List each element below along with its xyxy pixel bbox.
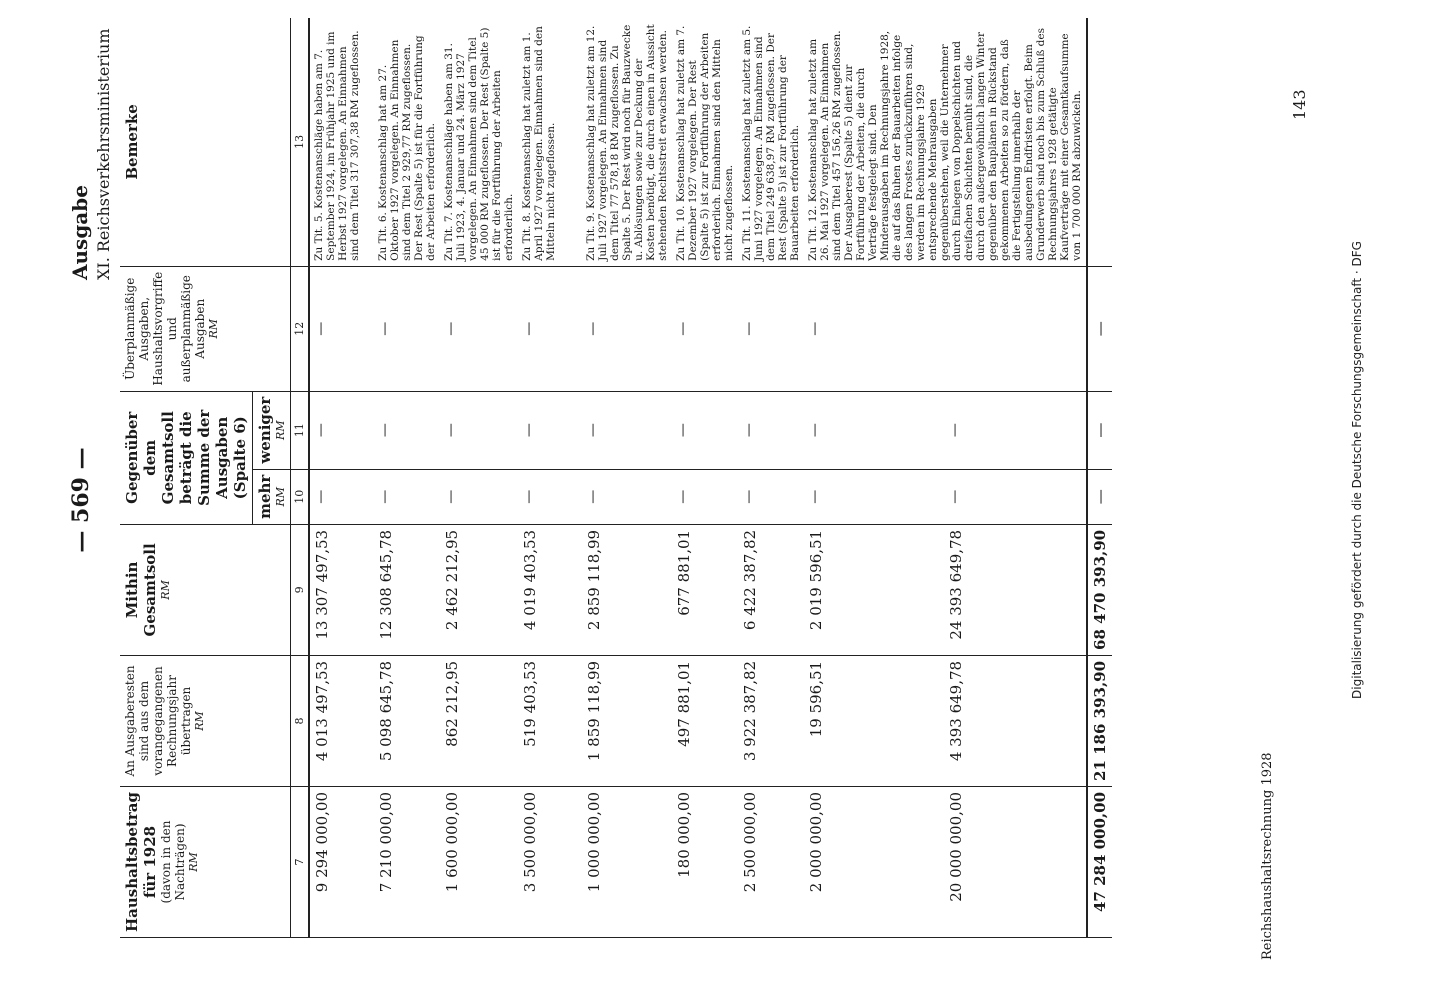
cell-budget: 7 210 000,00: [374, 786, 440, 937]
cell-less: —: [374, 391, 440, 469]
cell-less: —: [944, 391, 1087, 469]
col9-header: Mithin Gesamtsoll RM: [120, 524, 291, 655]
cell-remark: Zu Tit. 11. Kostenanschlag hat zuletzt am 5. Juni 1927 vorgelegen. An Einnahmen sind dem Titel 249 638,97 RM zugeflossen. Der Rest (Spalte 5) ist zur Fortführung der Bauarbeiten erforderlich.: [738, 18, 804, 266]
col-num: 10: [291, 469, 310, 524]
cell-overplan: —: [440, 266, 518, 391]
cell-less: —: [582, 391, 672, 469]
page-number: — 569 —: [68, 447, 94, 553]
table-row: [738, 18, 804, 938]
cell-overplan: [944, 266, 1087, 391]
ministry-title: XI. Reichsverkehrsministerium: [94, 28, 113, 280]
cell-budget: 1 600 000,00: [440, 786, 518, 937]
cell-overplan: —: [804, 266, 944, 391]
col-num: 9: [291, 524, 310, 655]
cell-carryover: 497 881,01: [672, 655, 738, 786]
cell-overplan: —: [672, 266, 738, 391]
cell-budget: 180 000,00: [672, 786, 738, 937]
cell-more: —: [582, 469, 672, 524]
source-footer: Reichshaushaltsrechnung 1928: [1260, 752, 1275, 960]
cell-less: —: [309, 391, 374, 469]
total-row: [1087, 18, 1112, 938]
table-row: [518, 18, 582, 938]
cell-more: —: [518, 469, 582, 524]
total-overplan: —: [1087, 266, 1112, 391]
cell-carryover: 19 596,51: [804, 655, 944, 786]
total-remark: [1087, 18, 1112, 266]
cell-carryover: 4 393 649,78: [944, 655, 1087, 786]
cell-less: —: [738, 391, 804, 469]
cell-less: —: [804, 391, 944, 469]
header-row: [120, 18, 253, 938]
col7-header: Haushaltsbetrag für 1928 (davon in den Nachträgen) RM: [120, 786, 291, 937]
cell-remark: Zu Tit. 6. Kostenanschlag hat am 27. Oktober 1927 vorgelegen. An Einnahmen sind dem Titel 2 929,77 RM zugeflossen. Der Rest (Spalte 5) ist für die Fortführung der Arbeiten erforderlich.: [374, 18, 440, 266]
cell-overplan: —: [738, 266, 804, 391]
table-row: [440, 18, 518, 938]
col-num: 13: [291, 18, 310, 266]
cell-more: —: [944, 469, 1087, 524]
total-less: —: [1087, 391, 1112, 469]
cell-remark: Zu Tit. 9. Kostenanschlag hat zuletzt am 12. Juli 1927 vorgelegen. An Einnahmen sind dem Titel 77 578,18 RM zugeflossen. Zu Spalte 5. Der Rest wird noch für Bauzwecke u. Ablösungen sowie zur Deckung der Kosten benötigt, die durch einen in Aussicht stehenden Rechtsstreit erwachsen werden.: [582, 18, 672, 266]
column-number-row: [291, 18, 310, 938]
cell-remark: Zu Tit. 5. Kostenanschläge haben am 7. September 1924, im Frühjahr 1925 und im Herbst 1927 vorgelegen. An Einnahmen sind dem Titel 317 307,38 RM zugeflossen.: [309, 18, 374, 266]
cell-budget: 3 500 000,00: [518, 786, 582, 937]
col10-header: mehr RM: [253, 469, 291, 524]
total-target: 68 470 393,90: [1087, 524, 1112, 655]
col12-header: Überplanmäßige Ausgaben, Haushaltsvorgriffe und außerplanmäßige Ausgaben RM: [120, 266, 291, 391]
col-num: 11: [291, 391, 310, 469]
cell-total-target: 13 307 497,53: [309, 524, 374, 655]
rotated-page: [50, 0, 1390, 1000]
cell-total-target: 677 881,01: [672, 524, 738, 655]
cell-total-target: 12 308 645,78: [374, 524, 440, 655]
col-num: 12: [291, 266, 310, 391]
total-carryover: 21 186 393,90: [1087, 655, 1112, 786]
cell-carryover: 5 098 645,78: [374, 655, 440, 786]
table-row: [582, 18, 672, 938]
print-page-number: 143: [1290, 89, 1309, 120]
cell-carryover: 862 212,95: [440, 655, 518, 786]
cell-budget: 2 500 000,00: [738, 786, 804, 937]
cell-overplan: —: [582, 266, 672, 391]
cell-less: —: [440, 391, 518, 469]
col-num: 8: [291, 655, 310, 786]
cell-remark: Zu Tit. 12. Kostenanschlag hat zuletzt am 26. Mai 1927 vorgelegen. An Einnahmen sind dem Titel 457 156,26 RM zugeflossen. Der Ausgaberest (Spalte 5) dient zur Fortführung der Arbeiten, die durch Verträge festgelegt sind. Den Minderausgaben im Rechnungsjahre 1928, die auf das Ruhen der Bauarbeiten infolge des langen Frostes zurückzuführen sind, werden im Rechnungsjahre 1929 entsprechende Mehrausgaben gegenüberstehen, weil die Unternehmer durch Einlegen von Doppelschichten und dreifachen Schichten bemüht sind, die durch den außergewöhnlich langen Winter gegenüber den Bauplänen in Rückstand gekommenen Arbeiten so zu fördern, daß die Fertigstellung innerhalb der ausbedungenen Endfristen erfolgt. Beim Grunderwerb sind noch bis zum Schluß des Rechnungsjahres 1928 getätigte Kaufverträge mit einer Gesamtkaufsumme von 1 700 000 RM abzuwickeln.: [804, 18, 1087, 266]
category-title: Ausgabe: [68, 185, 92, 280]
cell-more: —: [309, 469, 374, 524]
cell-total-target: 24 393 649,78: [944, 524, 1087, 655]
cell-more: —: [672, 469, 738, 524]
cell-more: —: [374, 469, 440, 524]
cell-budget: 2 000 000,00: [804, 786, 944, 937]
digitization-credit: Digitalisierung gefördert durch die Deutsche Forschungsgemeinschaft · DFG: [1350, 241, 1364, 699]
col10-11-header: Gegenüber dem Gesamtsoll beträgt die Summe der Ausgaben (Spalte 6): [120, 391, 253, 524]
cell-less: —: [518, 391, 582, 469]
cell-less: —: [672, 391, 738, 469]
col-num: 7: [291, 786, 310, 937]
cell-total-target: 4 019 403,53: [518, 524, 582, 655]
cell-more: —: [738, 469, 804, 524]
cell-budget: 20 000 000,00: [944, 786, 1087, 937]
table-row: [374, 18, 440, 938]
cell-total-target: 2 859 118,99: [582, 524, 672, 655]
total-budget: 47 284 000,00: [1087, 786, 1112, 937]
cell-budget: 1 000 000,00: [582, 786, 672, 937]
table-row: [804, 18, 944, 938]
ledger-table: [120, 18, 1112, 938]
col13-header: Bemerke: [120, 18, 291, 266]
cell-total-target: 2 462 212,95: [440, 524, 518, 655]
table-row: [309, 18, 374, 938]
cell-overplan: —: [309, 266, 374, 391]
cell-carryover: 519 403,53: [518, 655, 582, 786]
cell-carryover: 4 013 497,53: [309, 655, 374, 786]
total-more: —: [1087, 469, 1112, 524]
cell-remark: Zu Tit. 7. Kostenanschläge haben am 31. Juli 1923, 4. Januar und 24. März 1927 vorgelegen. An Einnahmen sind dem Titel 45 000 RM zugeflossen. Der Rest (Spalte 5) ist für die Fortführung der Arbeiten erforderlich.: [440, 18, 518, 266]
cell-remark: Zu Tit. 10. Kostenanschlag hat zuletzt am 7. Dezember 1927 vorgelegen. Der Rest (Spalte 5) ist zur Fortführung der Arbeiten erforderlich. Einnahmen sind den Mitteln nicht zugeflossen.: [672, 18, 738, 266]
cell-overplan: —: [518, 266, 582, 391]
col11-header: weniger RM: [253, 391, 291, 469]
cell-remark: Zu Tit. 8. Kostenanschlag hat zuletzt am 1. April 1927 vorgelegen. Einnahmen sind den Mitteln nicht zugeflossen.: [518, 18, 582, 266]
col8-header: An Ausgaberesten sind aus dem vorangegangenen Rechnungsjahr übertragen RM: [120, 655, 291, 786]
cell-carryover: 1 859 118,99: [582, 655, 672, 786]
cell-budget: 9 294 000,00: [309, 786, 374, 937]
cell-more: —: [804, 469, 944, 524]
cell-more: —: [440, 469, 518, 524]
table-row: [672, 18, 738, 938]
cell-overplan: —: [374, 266, 440, 391]
cell-total-target: 6 422 387,82: [738, 524, 804, 655]
cell-total-target: 2 019 596,51: [804, 524, 944, 655]
cell-carryover: 3 922 387,82: [738, 655, 804, 786]
